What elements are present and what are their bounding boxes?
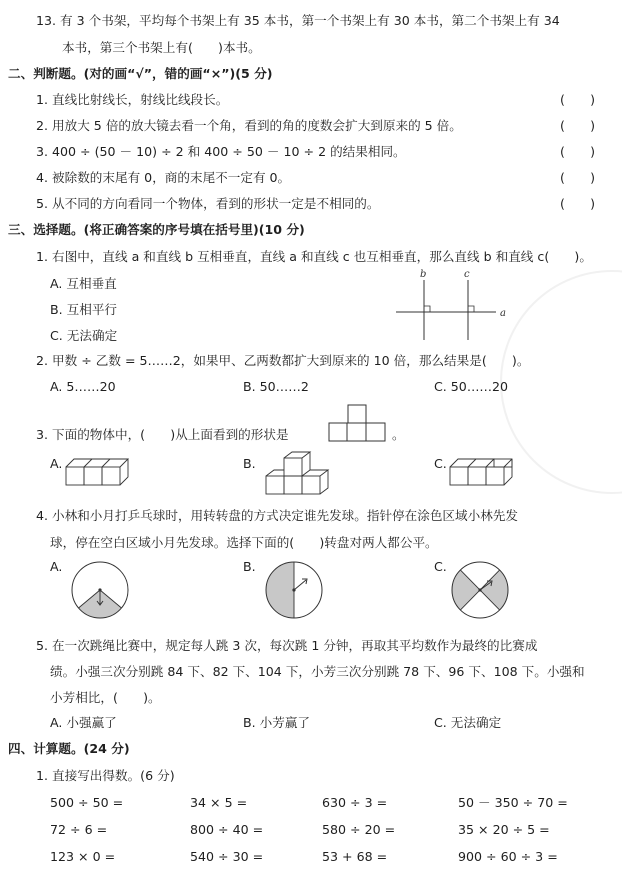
judge-answer-blank-3[interactable]: ( ) [560, 144, 596, 159]
calc-item: 540 ÷ 30 = [190, 849, 264, 864]
choice-q4-option-a[interactable]: A. [50, 559, 63, 574]
fig-label-b: b [420, 269, 427, 280]
top-view-shape [328, 404, 388, 446]
calc-item: 35 × 20 ÷ 5 = [458, 822, 550, 837]
calc-item: 72 ÷ 6 = [50, 822, 108, 837]
calc-item: 123 × 0 = [50, 849, 116, 864]
choice-q5-line1: 5. 在一次跳绳比赛中，规定每人跳 3 次，每次跳 1 分钟，再取其平均数作为最终的比赛成 [36, 638, 538, 653]
choice-q4-line1: 4. 小林和小月打乒乓球时，用转转盘的方式决定谁先发球。指针停在涂色区域小林先发 [36, 508, 518, 523]
fig-label-c: c [464, 269, 470, 280]
spinner-a [70, 560, 130, 620]
choice-q5-option-a[interactable]: A. 小强赢了 [50, 715, 117, 730]
choice-q5-option-b[interactable]: B. 小芳赢了 [243, 715, 311, 730]
cube-figure-b [262, 450, 342, 498]
calc-item: 900 ÷ 60 ÷ 3 = [458, 849, 558, 864]
choice-q1-option-b[interactable]: B. 互相平行 [50, 302, 118, 317]
judge-answer-blank-5[interactable]: ( ) [560, 196, 596, 211]
choice-q1-stem: 1. 右图中，直线 a 和直线 b 互相垂直，直线 a 和直线 c 也互相垂直，那么直线 b 和直线 c( )。 [36, 249, 592, 264]
judge-section-title: 二、判断题。(对的画“√”，错的画“×”)(5 分) [8, 66, 273, 81]
judge-item-1: 1. 直线比射线长，射线比线段长。 [36, 92, 229, 107]
judge-item-5: 5. 从不同的方向看同一个物体，看到的形状一定是不相同的。 [36, 196, 380, 211]
choice-q5-option-c[interactable]: C. 无法确定 [434, 715, 502, 730]
spinner-b [264, 560, 324, 620]
choice-q5-line3: 小芳相比，( )。 [50, 690, 161, 705]
calc-item: 34 × 5 = [190, 795, 248, 810]
q13-line2: 本书，第三个书架上有( )本书。 [62, 40, 261, 55]
judge-item-2: 2. 用放大 5 倍的放大镜去看一个角，看到的角的度数会扩大到原来的 5 倍。 [36, 118, 462, 133]
calc-item: 50 － 350 ÷ 70 = [458, 795, 568, 810]
choice-q1-option-c[interactable]: C. 无法确定 [50, 328, 118, 343]
calc-item: 580 ÷ 20 = [322, 822, 396, 837]
judge-item-4: 4. 被除数的末尾有 0，商的末尾不一定有 0。 [36, 170, 291, 185]
perpendicular-lines-figure [396, 269, 516, 342]
judge-answer-blank-2[interactable]: ( ) [560, 118, 596, 133]
calc-item: 630 ÷ 3 = [322, 795, 388, 810]
calc-section-title: 四、计算题。(24 分) [8, 741, 130, 756]
choice-section-title: 三、选择题。(将正确答案的序号填在括号里)(10 分) [8, 222, 305, 237]
cube-figure-a [64, 455, 140, 489]
choice-q2-option-c[interactable]: C. 50……20 [434, 379, 509, 394]
judge-item-3: 3. 400 ÷ (50 － 10) ÷ 2 和 400 ÷ 50 － 10 ÷ 2 的结果相同。 [36, 144, 406, 159]
judge-answer-blank-4[interactable]: ( ) [560, 170, 596, 185]
fig-label-a: a [500, 308, 506, 319]
choice-q4-line2: 球，停在空白区域小月先发球。选择下面的( )转盘对两人都公平。 [50, 535, 438, 550]
calc-item: 500 ÷ 50 = [50, 795, 124, 810]
choice-q3-option-a[interactable]: A. [50, 456, 63, 471]
calc-item: 800 ÷ 40 = [190, 822, 264, 837]
spinner-c [450, 560, 510, 620]
choice-q3-option-c[interactable]: C. [434, 456, 447, 471]
judge-answer-blank-1[interactable]: ( ) [560, 92, 596, 107]
choice-q2-stem: 2. 甲数 ÷ 乙数 = 5……2，如果甲、乙两数都扩大到原来的 10 倍，那么结果是( )。 [36, 353, 530, 368]
choice-q2-option-a[interactable]: A. 5……20 [50, 379, 116, 394]
choice-q2-option-b[interactable]: B. 50……2 [243, 379, 309, 394]
choice-q4-option-c[interactable]: C. [434, 559, 447, 574]
calc-subtitle: 1. 直接写出得数。(6 分) [36, 768, 175, 783]
cube-figure-c [448, 455, 528, 489]
choice-q3-option-b[interactable]: B. [243, 456, 256, 471]
choice-q3-stem: 3. 下面的物体中，( )从上面看到的形状是 [36, 427, 289, 442]
choice-q5-line2: 绩。小强三次分别跳 84 下、82 下、104 下，小芳三次分别跳 78 下、96 下、108 下。小强和 [50, 664, 585, 679]
choice-q4-option-b[interactable]: B. [243, 559, 256, 574]
calc-item: 53 + 68 = [322, 849, 388, 864]
choice-q3-stem-end: 。 [392, 427, 405, 442]
choice-q1-option-a[interactable]: A. 互相垂直 [50, 276, 117, 291]
q13-line1: 13. 有 3 个书架，平均每个书架上有 35 本书，第一个书架上有 30 本书，第二个书架上有 34 [36, 13, 560, 28]
